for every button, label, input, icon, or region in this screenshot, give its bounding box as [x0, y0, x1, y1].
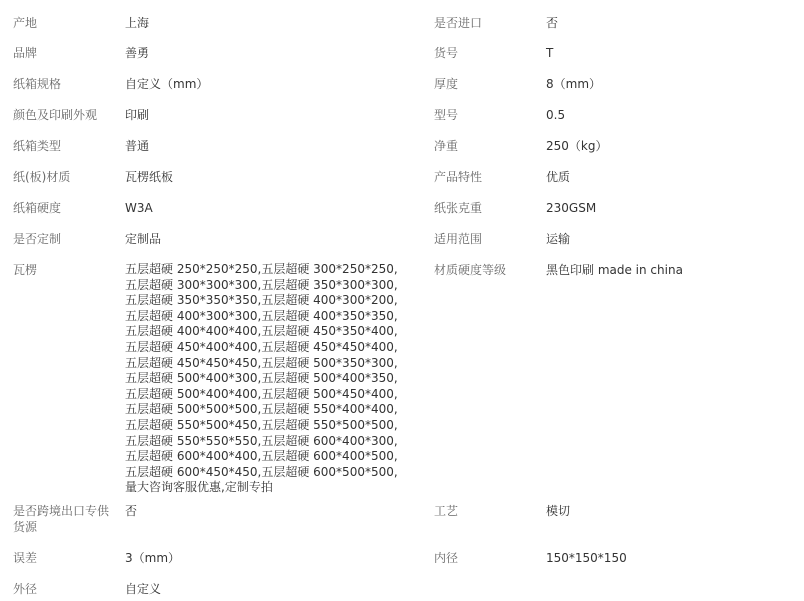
spec-value: 瓦楞纸板 — [125, 170, 174, 184]
spec-key: 是否跨境出口专供货源 — [13, 504, 110, 534]
spec-value: 普通 — [125, 139, 150, 153]
spec-value: 模切 — [546, 504, 571, 518]
spec-value: 230GSM — [546, 201, 597, 215]
spec-key: 型号 — [434, 108, 459, 122]
spec-row-outer-diameter — [13, 581, 804, 597]
spec-value: 运输 — [546, 232, 571, 246]
spec-row-material — [13, 169, 804, 185]
spec-row-tolerance — [13, 550, 804, 566]
spec-row-cross-border — [13, 503, 804, 535]
spec-value: 印刷 — [125, 108, 150, 122]
spec-key: 颜色及印刷外观 — [13, 108, 98, 122]
spec-key: 品牌 — [13, 46, 38, 60]
spec-key: 外径 — [13, 582, 38, 596]
spec-row-brand — [13, 45, 804, 61]
spec-key: 产地 — [13, 16, 38, 30]
spec-value: 优质 — [546, 170, 571, 184]
spec-key: 纸箱硬度 — [13, 201, 62, 215]
spec-key: 工艺 — [434, 504, 459, 518]
spec-value: W3A — [125, 201, 153, 215]
spec-key: 是否进口 — [434, 16, 483, 30]
spec-row-hardness — [13, 200, 804, 216]
spec-key: 厚度 — [434, 77, 459, 91]
spec-value: 否 — [546, 16, 559, 30]
spec-value: 150*150*150 — [546, 551, 627, 565]
spec-key: 净重 — [434, 139, 459, 153]
spec-key: 适用范围 — [434, 232, 483, 246]
spec-key: 瓦楞 — [13, 263, 38, 277]
spec-key: 纸(板)材质 — [13, 170, 71, 184]
spec-row-custom — [13, 231, 804, 247]
spec-key: 误差 — [13, 551, 38, 565]
spec-key: 是否定制 — [13, 232, 62, 246]
spec-value: 自定义 — [125, 582, 162, 596]
spec-value: 上海 — [125, 16, 150, 30]
spec-value: 3（mm） — [125, 551, 181, 565]
spec-value: 0.5 — [546, 108, 566, 122]
spec-row-origin — [13, 15, 804, 31]
spec-row-box-type — [13, 138, 804, 154]
spec-row-corrugation — [13, 262, 804, 496]
spec-value: 8（mm） — [546, 77, 602, 91]
spec-value-long: 五层超硬 250*250*250,五层超硬 300*250*250,五层超硬 300*300*300,五层超硬 350*300*300,五层超硬 350*350*350,五层超硬 400*300*200,五层超硬 400*300*300,五层超硬 400*350*350,五层超硬 400*400*400,五层超硬 450*350*400,五层超硬 450*400*400,五层超硬 450*450*400,五层超硬 450*450*450,五层超硬 500*350*300,五层超硬 500*400*300,五层超硬 500*400*350,五层超硬 500*400*400,五层超硬 500*450*400,五层超硬 500*500*500,五层超硬 550*400*400,五层超硬 550*500*450,五层超硬 550*500*500,五层超硬 550*550*550,五层超硬 600*400*300,五层超硬 600*400*400,五层超硬 600*400*500,五层超硬 600*450*450,五层超硬 600*500*500,量大咨询客服优惠,定制专拍 — [125, 262, 398, 495]
spec-value: 善勇 — [125, 46, 150, 60]
spec-value: 否 — [125, 504, 138, 518]
spec-value: 250（kg） — [546, 139, 608, 153]
spec-row-color-print — [13, 107, 804, 123]
spec-value: 自定义（mm） — [125, 77, 209, 91]
spec-key: 产品特性 — [434, 170, 483, 184]
spec-key: 货号 — [434, 46, 459, 60]
spec-key: 纸箱类型 — [13, 139, 62, 153]
spec-value: 定制品 — [125, 232, 162, 246]
spec-key: 纸箱规格 — [13, 77, 62, 91]
spec-value: T — [546, 46, 554, 60]
spec-key: 纸张克重 — [434, 201, 483, 215]
spec-value: 黑色印刷 made in china — [546, 263, 683, 277]
spec-row-box-size — [13, 76, 804, 92]
spec-key: 材质硬度等级 — [434, 263, 507, 277]
spec-key: 内径 — [434, 551, 459, 565]
